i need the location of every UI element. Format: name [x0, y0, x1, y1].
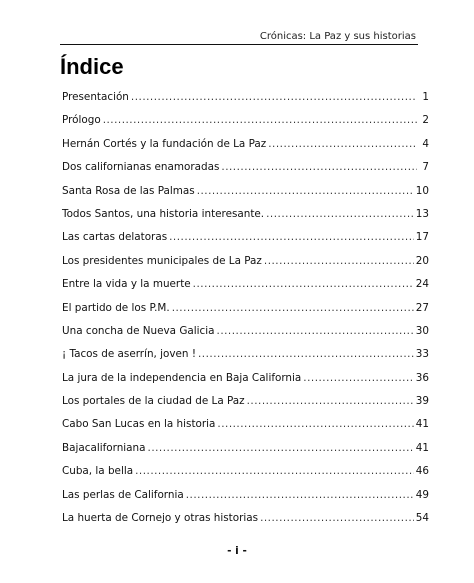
toc-entry[interactable] [62, 302, 429, 325]
toc-dot-leader [148, 442, 414, 454]
toc-entry-title: Presentación [62, 91, 129, 103]
toc-entry-title: Una concha de Nueva Galicia [62, 324, 215, 337]
page-number: - i - [227, 545, 247, 557]
toc-entry[interactable] [62, 114, 429, 137]
toc-entry-page: 41 [415, 418, 429, 431]
toc-entry-page: 54 [415, 512, 429, 525]
toc-entry[interactable] [62, 138, 429, 161]
toc-entry[interactable] [62, 255, 429, 278]
toc-entry-page: 17 [415, 231, 429, 244]
toc-dot-leader [247, 395, 414, 407]
toc-dot-leader [186, 489, 414, 501]
toc-dot-leader [266, 208, 414, 220]
toc-entry-title: Las perlas de California [62, 488, 184, 501]
toc-entry[interactable] [62, 208, 429, 231]
toc-entry-page: 39 [415, 395, 429, 408]
toc-entry-title: Entre la vida y la muerte [62, 278, 191, 291]
toc-entry-title: Cuba, la bella [62, 465, 134, 478]
toc-entry-page: 4 [422, 137, 429, 150]
toc-entry-title: Prólogo [62, 114, 101, 127]
toc-dot-leader [198, 348, 414, 360]
toc-entry[interactable] [62, 325, 429, 348]
toc-dot-leader [221, 161, 417, 173]
toc-entry-title: El partido de los P.M. [62, 301, 170, 314]
toc-dot-leader [268, 138, 417, 150]
table-of-contents [62, 91, 429, 535]
toc-entry-page: 13 [415, 207, 429, 220]
toc-entry-title: Todos Santos, una historia interesante. [62, 207, 265, 220]
toc-entry-title: Los presidentes municipales de La Paz [62, 254, 262, 267]
toc-dot-leader [135, 465, 414, 477]
toc-dot-leader [197, 185, 414, 197]
toc-dot-leader [169, 231, 414, 243]
toc-entry-title: ¡ Tacos de aserrín, joven ! [62, 348, 196, 361]
toc-entry[interactable] [62, 489, 429, 512]
toc-entry-title: La huerta de Cornejo y otras historias [62, 512, 259, 525]
toc-entry[interactable] [62, 395, 429, 418]
toc-entry-page: 24 [415, 278, 429, 291]
toc-dot-leader [131, 91, 417, 103]
toc-entry[interactable] [62, 418, 429, 441]
toc-entry-page: 27 [415, 301, 429, 314]
toc-entry-page: 7 [422, 161, 429, 174]
toc-entry-title: Los portales de la ciudad de La Paz [62, 395, 245, 408]
toc-entry[interactable] [62, 512, 429, 535]
toc-entry-page: 1 [422, 91, 429, 103]
toc-entry-title: Las cartas delatoras [62, 231, 168, 244]
toc-entry-title: Hernán Cortés y la fundación de La Paz [62, 137, 267, 150]
toc-entry-page: 2 [422, 114, 429, 127]
toc-dot-leader [193, 278, 414, 290]
toc-entry[interactable] [62, 231, 429, 254]
toc-entry-title: Santa Rosa de las Palmas [62, 184, 195, 197]
header-rule [60, 44, 418, 45]
toc-entry-page: 33 [415, 348, 429, 361]
toc-entry-title: Cabo San Lucas en la historia [62, 418, 216, 431]
page-title: Índice [60, 54, 124, 79]
toc-entry-title: Bajacaliforniana [62, 441, 146, 454]
toc-dot-leader [172, 302, 414, 314]
toc-entry[interactable] [62, 442, 429, 465]
toc-dot-leader [264, 255, 414, 267]
toc-entry-page: 30 [415, 324, 429, 337]
toc-entry-page: 10 [415, 184, 429, 197]
toc-dot-leader [217, 325, 414, 337]
toc-entry-page: 46 [415, 465, 429, 478]
toc-entry[interactable] [62, 161, 429, 184]
toc-entry[interactable] [62, 465, 429, 488]
toc-entry[interactable] [62, 348, 429, 371]
toc-entry-page: 41 [415, 441, 429, 454]
toc-entry-title: Dos californianas enamoradas [62, 161, 220, 174]
toc-entry-title: La jura de la independencia en Baja California [62, 371, 302, 384]
toc-dot-leader [103, 114, 417, 126]
toc-dot-leader [217, 418, 413, 430]
toc-dot-leader [260, 512, 414, 524]
toc-entry[interactable] [62, 185, 429, 208]
toc-entry-page: 36 [415, 371, 429, 384]
toc-entry-page: 49 [415, 488, 429, 501]
toc-entry[interactable] [62, 278, 429, 301]
toc-entry[interactable] [62, 372, 429, 395]
toc-dot-leader [303, 372, 413, 384]
running-header: Crónicas: La Paz y sus historias [259, 31, 416, 42]
toc-entry-page: 20 [415, 254, 429, 267]
toc-entry[interactable] [62, 91, 429, 114]
